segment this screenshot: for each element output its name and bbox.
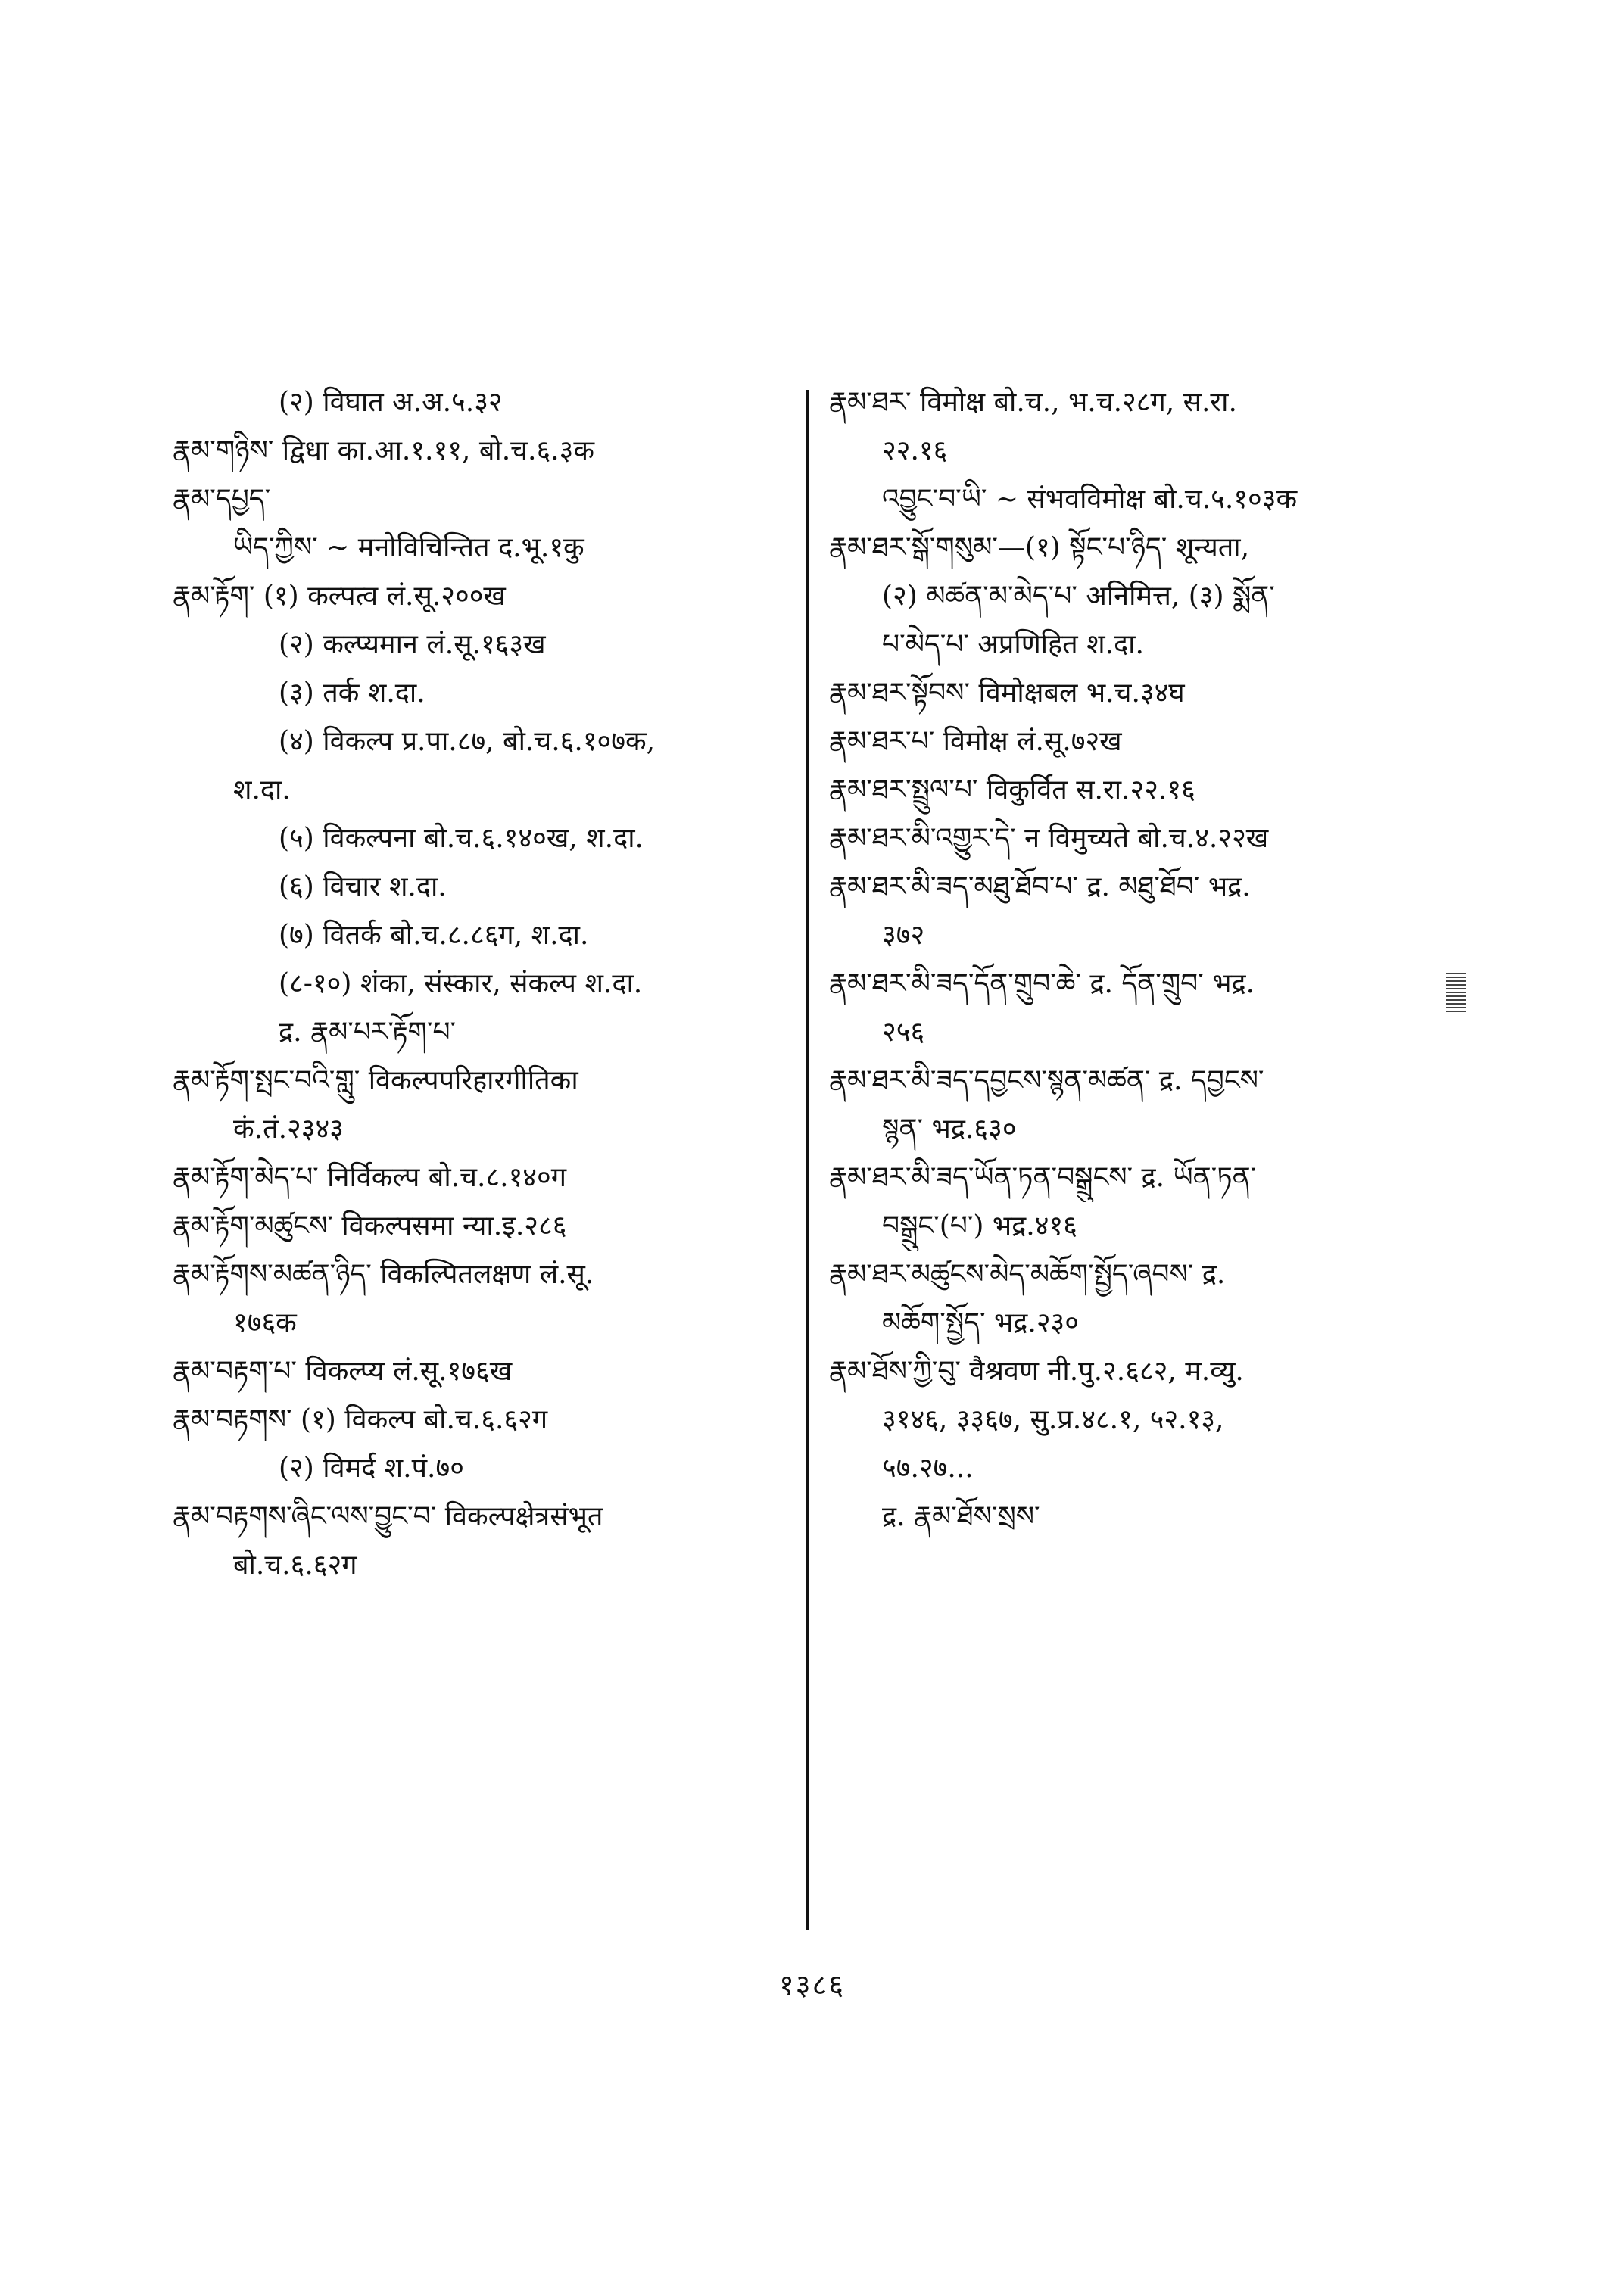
dictionary-line: श.दा. — [233, 774, 291, 805]
dictionary-line: (६) विचार श.दा. — [279, 871, 447, 902]
dictionary-line: རྣམ་རྟོག་མཚུངས་ विकल्पसमा न्या.इ.२८६ — [173, 1210, 567, 1242]
dictionary-line: १७६क — [233, 1307, 297, 1338]
dictionary-line: ཡིད་ཀྱིས་ ~ मनोविचिन्तित द.भू.१कु — [233, 532, 584, 563]
dictionary-line: ५७.२७... — [882, 1453, 974, 1484]
margin-mark — [1446, 973, 1466, 1014]
dictionary-line: २२.१६ — [882, 435, 948, 466]
dictionary-line: རྣམ་ཐར་མི་ཟད་དོན་གྲུབ་ཆེ་ द्र. དོན་གྲུབ་ भद्र. — [829, 968, 1255, 999]
dictionary-line: སྙན་ भद्र.६३० — [882, 1114, 1017, 1145]
dictionary-line: ३७२ — [882, 920, 925, 951]
dictionary-line: (२) कल्प्यमान लं.सू.१६३ख — [279, 629, 546, 660]
dictionary-line: རྣམ་ཐར་སྤྲུལ་པ་ विकुर्वित स.रा.२२.१६ — [829, 774, 1195, 805]
dictionary-line: རྣམ་དཔྱད་ — [173, 484, 271, 515]
dictionary-line: རྣམ་རྟོག་མེད་པ་ निर्विकल्प बो.च.८.१४०ग — [173, 1162, 566, 1193]
dictionary-line: (८-१०) शंका, संस्कार, संकल्प श.दा. — [279, 968, 643, 999]
dictionary-line: (७) वितर्क बो.च.८.८६ग, श.दा. — [279, 920, 589, 951]
left-column — [173, 379, 793, 1590]
dictionary-line: (३) तर्क श.दा. — [279, 678, 425, 709]
dictionary-line: རྣམ་ཐར་མི་ཟད་དབྱངས་སྙན་མཚན་ द्र. དབྱངས་ — [829, 1065, 1264, 1096]
dictionary-line: རྣམ་ཐོས་ཀྱི་བུ་ वैश्रवण नी.पु.२.६८२, म.व्यु. — [829, 1356, 1244, 1387]
dictionary-line: རྣམ་གཉིས་ द्विधा का.आ.१.११, बो.च.६.३क — [173, 435, 594, 466]
dictionary-line: རྣམ་བརྟགས་ཞིང་ལས་བྱུང་བ་ विकल्पक्षेत्रसंभूत — [173, 1501, 603, 1532]
column-divider — [806, 390, 809, 1930]
dictionary-line: པ་མེད་པ་ अप्रणिहित श.दा. — [882, 629, 1144, 660]
dictionary-line: (२) མཚན་མ་མེད་པ་ अनिमित्त, (३) སྨོན་ — [882, 581, 1275, 612]
dictionary-line: द्र. རྣམ་པར་རྟོག་པ་ — [279, 1017, 457, 1048]
dictionary-line: (४) विकल्प प्र.पा.८७, बो.च.६.१०७क, — [279, 726, 656, 757]
dictionary-line: བསྒྲུང་(པ་) भद्र.४१६ — [882, 1210, 1077, 1242]
dictionary-line: རྣམ་ཐར་མི་ཟད་མཐུ་ཐོབ་པ་ द्र. མཐུ་ཐོབ་ भद्र. — [829, 871, 1251, 902]
dictionary-line: बो.च.६.६२ग — [233, 1550, 357, 1581]
dictionary-line: རྣམ་ཐར་སྒོ་གསུམ་—(१) སྟོང་པ་ཉིད་ शून्यता, — [829, 532, 1250, 563]
dictionary-line: རྣམ་རྟོག་སྤང་བའི་གླུ་ विकल्पपरिहारगीतिका — [173, 1065, 578, 1096]
dictionary-line: རྣམ་ཐར་མི་འགྱུར་དེ་ न विमुच्यते बो.च.४.२२ख — [829, 823, 1269, 854]
dictionary-line: རྣམ་ཐར་སྟོབས་ विमोक्षबल भ.च.३४घ — [829, 678, 1185, 709]
dictionary-line: (५) विकल्पना बो.च.६.१४०ख, श.दा. — [279, 823, 644, 854]
dictionary-line: རྣམ་བརྟགས་ (१) विकल्प बो.च.६.६२ग — [173, 1404, 548, 1435]
dictionary-line: མཆོག་སྤྱོད་ भद्र.२३० — [882, 1307, 1079, 1338]
dictionary-line: कं.तं.२३४३ — [233, 1114, 344, 1145]
dictionary-line: འབྱུང་བ་ཡི་ ~ संभवविमोक्ष बो.च.५.१०३क — [882, 484, 1298, 515]
dictionary-line: २५६ — [882, 1017, 925, 1048]
dictionary-line: རྣམ་ཐར་ विमोक्ष बो.च., भ.च.२८ग, स.रा. — [829, 387, 1237, 418]
page-number: १३८६ — [778, 1968, 846, 2002]
dictionary-line: རྣམ་རྟོག་ (१) कल्पत्व लं.सू.२००ख — [173, 581, 506, 612]
dictionary-line: རྣམ་ཐར་མཚུངས་མེད་མཆོག་སྤྱོད་ཞབས་ द्र. — [829, 1259, 1226, 1290]
dictionary-line: (२) विघात अ.अ.५.३२ — [279, 387, 503, 418]
dictionary-line: द्र. རྣམ་ཐོས་སྲས་ — [882, 1501, 1040, 1532]
dictionary-line: རྣམ་ཐར་པ་ विमोक्ष लं.सू.७२ख — [829, 726, 1122, 757]
right-column — [829, 379, 1435, 1541]
dictionary-line: རྣམ་རྟོགས་མཚན་ཉིད་ विकल्पितलक्षण लं.सू. — [173, 1259, 594, 1290]
dictionary-line: ३१४६, ३३६७, सु.प्र.४८.१, ५२.१३, — [882, 1404, 1224, 1435]
dictionary-line: (२) विमर्द श.पं.७० — [279, 1453, 464, 1484]
dictionary-line: རྣམ་བརྟག་པ་ विकल्प्य लं.सू.१७६ख — [173, 1356, 513, 1387]
dictionary-line: རྣམ་ཐར་མི་ཟད་ཡོན་ཏན་བསྒྲུངས་ द्र. ཡོན་ཏན་ — [829, 1162, 1257, 1193]
